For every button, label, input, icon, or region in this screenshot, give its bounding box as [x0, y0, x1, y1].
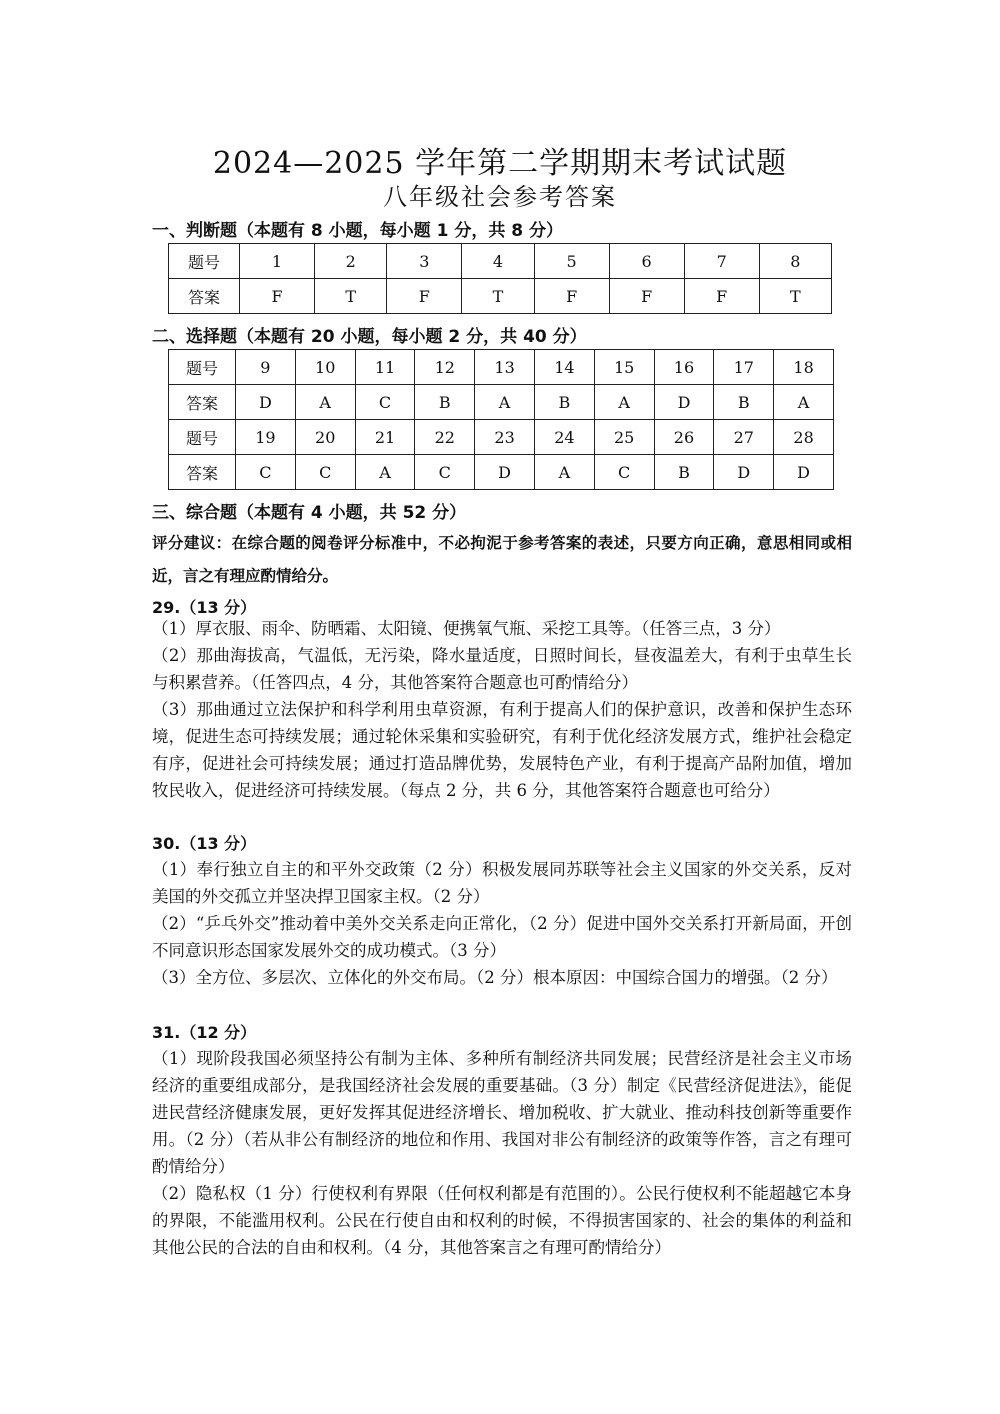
answer-cell: F — [387, 279, 462, 314]
row-label: 题号 — [169, 244, 240, 279]
question-30-title: 30.（13 分） — [152, 834, 257, 853]
answer-cell: C — [295, 455, 355, 490]
question-30-part-3: （3）全方位、多层次、立体化的外交布局。（2 分）根本原因：中国综合国力的增强。（2 分） — [152, 968, 838, 987]
answer-cell: B — [534, 385, 594, 420]
row-label: 答案 — [169, 385, 236, 420]
question-number: 18 — [774, 350, 834, 385]
question-number: 26 — [654, 420, 714, 455]
question-number: 15 — [594, 350, 654, 385]
table-row — [169, 244, 832, 279]
question-30-part-1: （1）奉行独立自主的和平外交政策（2 分）积极发展同苏联等社会主义国家的外交关系，反对美国的外交孤立并坚决捍卫国家主权。（2 分） — [152, 860, 852, 906]
question-number: 12 — [415, 350, 475, 385]
question-30-part-2: （2）“乒乓外交”推动着中美外交关系走向正常化，（2 分）促进中国外交关系打开新局面，开创不同意识形态国家发展外交的成功模式。（3 分） — [152, 914, 852, 960]
section1-heading: 一、判断题（本题有 8 小题，每小题 1 分，共 8 分） — [152, 221, 563, 241]
section3-heading: 三、综合题（本题有 4 小题，共 52 分） — [152, 503, 467, 523]
question-number: 6 — [609, 244, 684, 279]
question-number: 17 — [714, 350, 774, 385]
question-number: 23 — [475, 420, 535, 455]
question-number: 8 — [759, 244, 831, 279]
question-number: 19 — [236, 420, 296, 455]
question-number: 7 — [684, 244, 759, 279]
question-29-part-2: （2）那曲海拔高，气温低，无污染，降水量适度，日照时间长，昼夜温差大，有利于虫草生长与积累营养。（任答四点，4 分，其他答案符合题意也可酌情给分） — [152, 646, 852, 692]
page-subtitle: 八年级社会参考答案 — [383, 183, 617, 211]
question-number: 14 — [534, 350, 594, 385]
page-title: 2024—2025 学年第二学期期末考试试题 — [212, 146, 788, 181]
question-31-title: 31.（12 分） — [152, 1023, 257, 1042]
answer-cell: A — [295, 385, 355, 420]
answer-cell: A — [774, 385, 834, 420]
question-number: 22 — [415, 420, 475, 455]
answer-cell: D — [236, 385, 296, 420]
answer-cell: D — [774, 455, 834, 490]
question-number: 1 — [240, 244, 315, 279]
question-number: 21 — [355, 420, 415, 455]
question-31-part-1: （1）现阶段我国必须坚持公有制为主体、多种所有制经济共同发展；民营经济是社会主义市场经济的重要组成部分，是我国经济社会发展的重要基础。（3 分）制定《民营经济促进法》，能促进民营经济健康发展，更好发挥其促进经济增长、增加税收、扩大就业、推动科技创新等重要作用。（2 分）（若从非公有制经济的地位和作用、我国对非公有制经济的政策等作答，言之有理可酌情给分） — [152, 1049, 852, 1176]
answer-cell: C — [236, 455, 296, 490]
table-row — [169, 455, 834, 490]
question-number: 10 — [295, 350, 355, 385]
row-label: 题号 — [169, 350, 236, 385]
question-29-part-1: （1）厚衣服、雨伞、防晒霜、太阳镜、便携氧气瓶、采挖工具等。（任答三点，3 分） — [152, 619, 781, 638]
question-number: 28 — [774, 420, 834, 455]
table-row — [169, 420, 834, 455]
answer-cell: B — [654, 455, 714, 490]
true-false-answer-table — [168, 243, 832, 314]
question-number: 20 — [295, 420, 355, 455]
row-label: 题号 — [169, 420, 236, 455]
question-number: 13 — [475, 350, 535, 385]
table-row — [169, 350, 834, 385]
answer-cell: T — [759, 279, 831, 314]
row-label: 答案 — [169, 279, 240, 314]
question-29-title: 29.（13 分） — [152, 598, 257, 617]
table-row — [169, 279, 832, 314]
question-number: 11 — [355, 350, 415, 385]
answer-cell: B — [415, 385, 475, 420]
answer-cell: F — [609, 279, 684, 314]
question-number: 2 — [315, 244, 387, 279]
question-number: 4 — [462, 244, 534, 279]
section2-heading: 二、选择题（本题有 20 小题，每小题 2 分，共 40 分） — [152, 327, 587, 347]
answer-cell: C — [594, 455, 654, 490]
question-number: 5 — [534, 244, 609, 279]
question-number: 25 — [594, 420, 654, 455]
answer-cell: D — [475, 455, 535, 490]
question-number: 27 — [714, 420, 774, 455]
question-number: 24 — [534, 420, 594, 455]
question-number: 16 — [654, 350, 714, 385]
answer-cell: B — [714, 385, 774, 420]
answer-cell: T — [315, 279, 387, 314]
table-row — [169, 385, 834, 420]
answer-cell: A — [594, 385, 654, 420]
answer-cell: C — [415, 455, 475, 490]
answer-cell: A — [355, 455, 415, 490]
row-label: 答案 — [169, 455, 236, 490]
answer-cell: F — [240, 279, 315, 314]
answer-cell: A — [534, 455, 594, 490]
answer-cell: D — [714, 455, 774, 490]
answer-cell: F — [534, 279, 609, 314]
answer-cell: A — [475, 385, 535, 420]
question-31-part-2: （2）隐私权（1 分）行使权利有界限（任何权利都是有范围的）。公民行使权利不能超越它本身的界限，不能滥用权利。公民在行使自由和权利的时候，不得损害国家的、社会的集体的利益和其他公民的合法的自由和权利。（4 分，其他答案言之有理可酌情给分） — [152, 1184, 852, 1257]
grading-advice: 评分建议：在综合题的阅卷评分标准中，不必拘泥于参考答案的表述，只要方向正确，意思相同或相近，言之有理应酌情给分。 — [152, 534, 852, 585]
question-29-part-3: （3）那曲通过立法保护和科学利用虫草资源，有利于提高人们的保护意识，改善和保护生态环境，促进生态可持续发展；通过轮休采集和实验研究，有利于优化经济发展方式，维护社会稳定有序，促进社会可持续发展；通过打造品牌优势，发展特色产业，有利于提高产品附加值，增加牧民收入，促进经济可持续发展。（每点 2 分，共 6 分，其他答案符合题意也可给分） — [152, 700, 852, 800]
answer-cell: C — [355, 385, 415, 420]
answer-cell: F — [684, 279, 759, 314]
answer-cell: T — [462, 279, 534, 314]
question-number: 3 — [387, 244, 462, 279]
answer-cell: D — [654, 385, 714, 420]
question-number: 9 — [236, 350, 296, 385]
multiple-choice-answer-table — [168, 349, 834, 490]
